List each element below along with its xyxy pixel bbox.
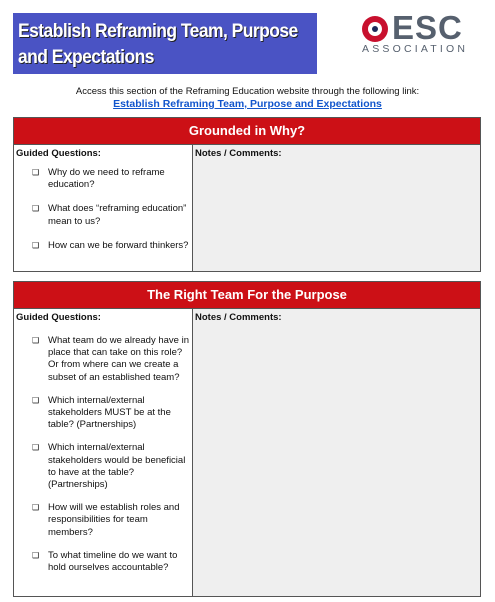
question-item: ❑ What does “reframing education” mean to us?	[32, 203, 187, 227]
page-title-line-1: Establish Reframing Team, Purpose	[18, 21, 298, 42]
guided-questions-column	[14, 309, 193, 596]
checkbox-bullet-icon: ❑	[32, 240, 40, 250]
notes-column[interactable]	[193, 309, 480, 596]
section-heading: The Right Team For the Purpose	[14, 282, 480, 309]
notes-column[interactable]	[193, 145, 480, 271]
intro-text: Access this section of the Reframing Education website through the following link:	[75, 86, 420, 97]
checkbox-bullet-icon: ❑	[32, 395, 40, 405]
question-item: ❑ How will we establish roles and responsibilities for team members?	[32, 502, 180, 538]
page-title-line-2: and Expectations	[18, 47, 154, 68]
section-right-team	[13, 281, 481, 597]
question-item: ❑ Which internal/external stakeholders MUST be at the table? (Partnerships)	[32, 394, 171, 431]
logo-association-text: ASSOCIATION	[362, 43, 469, 55]
checkbox-bullet-icon: ❑	[32, 336, 40, 345]
intro-paragraph	[0, 86, 495, 110]
checkbox-bullet-icon: ❑	[32, 503, 40, 513]
guided-questions-label: Guided Questions:	[16, 148, 101, 159]
checkbox-bullet-icon: ❑	[32, 443, 40, 453]
question-item: ❑ Why do we need to reframe education?	[32, 167, 165, 191]
question-item: ❑ What team do we already have in place that can take on this role? Or from where can we create a subset of an established team?	[32, 335, 189, 383]
logo-esc-text: ESC	[392, 9, 463, 46]
section-heading: Grounded in Why?	[14, 118, 480, 145]
checkbox-bullet-icon: ❑	[32, 204, 40, 214]
question-item: ❑ How can we be forward thinkers?	[32, 239, 189, 251]
section-grounded-in-why	[13, 117, 481, 272]
logo-circle-icon	[362, 16, 388, 42]
notes-label: Notes / Comments:	[195, 312, 282, 323]
checkbox-bullet-icon: ❑	[32, 550, 40, 560]
checkbox-bullet-icon: ❑	[32, 168, 40, 177]
guided-questions-column	[14, 145, 193, 271]
notes-label: Notes / Comments:	[195, 148, 282, 159]
question-item: ❑ To what timeline do we want to hold ourselves accountable?	[32, 549, 178, 574]
esc-association-logo	[362, 9, 474, 55]
reframing-section-link[interactable]: Establish Reframing Team, Purpose and Expectations	[113, 98, 382, 110]
guided-questions-label: Guided Questions:	[16, 312, 101, 323]
page-title	[13, 13, 317, 74]
question-item: ❑ Which internal/external stakeholders would be beneficial to have at the table? (Partnerships)	[32, 442, 186, 491]
